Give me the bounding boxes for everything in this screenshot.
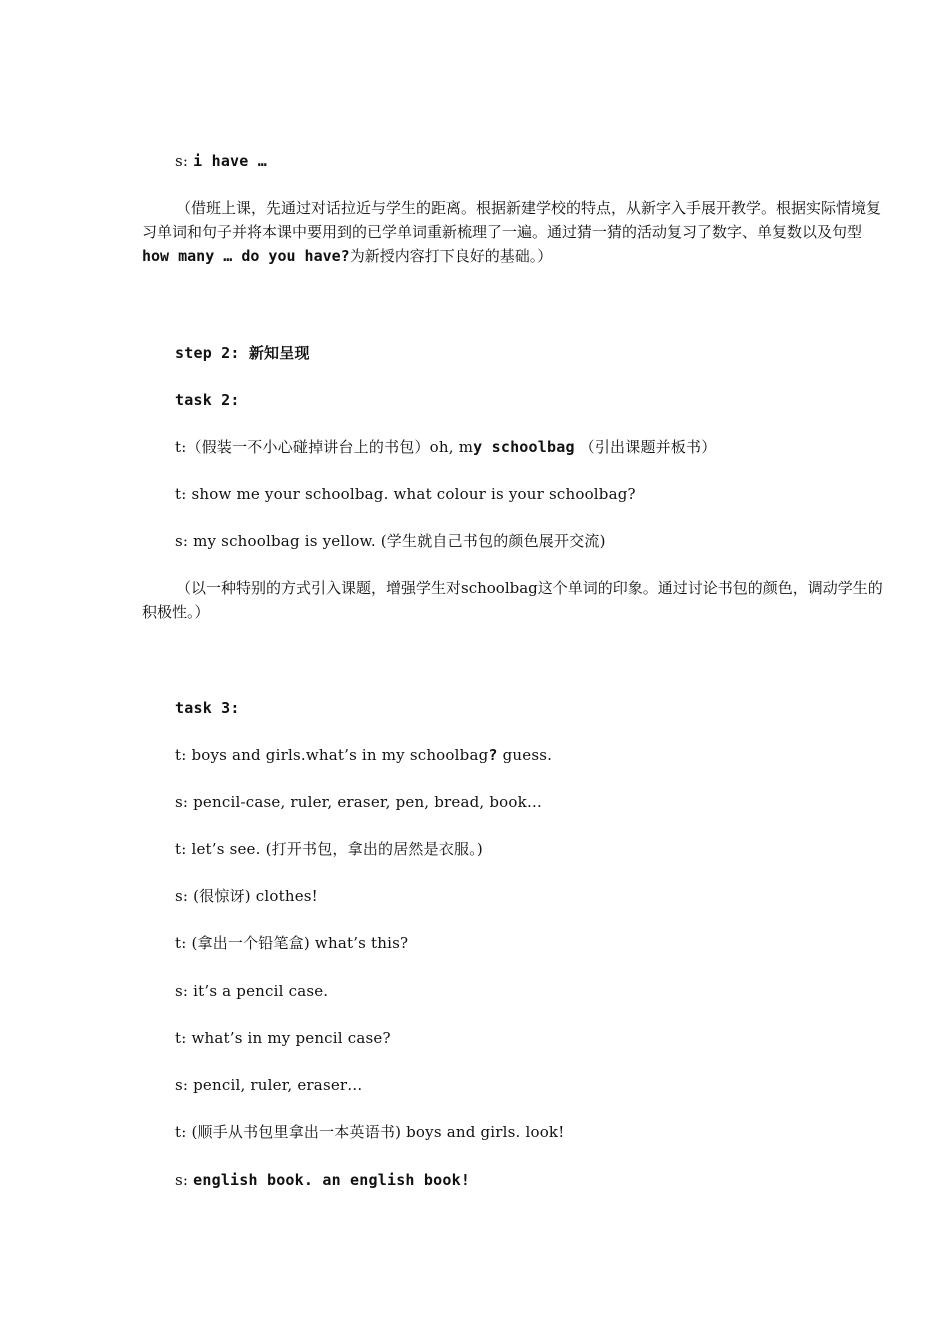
dialogue-text-end: （引出课题并板书） <box>574 438 717 456</box>
dialogue-line-t2: t: show me your schoolbag. what colour is your schoolbag? <box>175 485 636 503</box>
task-heading-3: task 3: <box>175 699 240 717</box>
commentary-paragraph-2: （以一种特别的方式引入课题，增强学生对schoolbag这个单词的印象。通过讨论书包的颜色，调动学生的积极性。） <box>142 579 883 621</box>
bold-text: ? <box>488 746 498 764</box>
dialogue-line-t4: t: let’s see. (打开书包，拿出的居然是衣服。) <box>175 840 483 858</box>
commentary-text: （借班上课，先通过对话拉近与学生的距离。根据新建学校的特点，从新字入手展开教学。根据实际情境复习单词和句子并将本课中要用到的已学单词重新梳理了一遍。通过猜一猜的活动复习了数字、单复数以及句型 <box>142 199 882 241</box>
bold-text: y schoolbag <box>473 438 575 456</box>
speaker-prefix: s: <box>175 152 189 170</box>
dialogue-line-s3: s: pencil-case, ruler, eraser, pen, bread, book… <box>175 793 543 811</box>
dialogue-line-s7 <box>175 1170 470 1190</box>
dialogue-text: t:（假装一不小心碰掉讲台上的书包）oh, m <box>175 438 474 456</box>
dialogue-line-s4: s: (很惊讶) clothes! <box>175 887 318 905</box>
dialogue-line-t5: t: (拿出一个铅笔盒) what’s this? <box>175 934 409 952</box>
speaker-prefix: s: <box>175 1171 189 1189</box>
dialogue-line-t7: t: (顺手从书包里拿出一本英语书) boys and girls. look! <box>175 1123 565 1141</box>
dialogue-text: t: boys and girls.what’s in my schoolbag <box>175 746 489 764</box>
commentary-text-end: 为新授内容打下良好的基础。） <box>349 247 553 265</box>
bold-text: english book. an english book! <box>193 1171 471 1189</box>
commentary-paragraph-1 <box>142 196 884 268</box>
dialogue-line-t6: t: what’s in my pencil case? <box>175 1029 391 1047</box>
dialogue-line-s-i-have <box>175 151 267 171</box>
dialogue-line-s2: s: my schoolbag is yellow. (学生就自己书包的颜色展开交流) <box>175 532 606 550</box>
dialogue-line-t1 <box>175 437 716 457</box>
bold-text: i have … <box>193 152 267 170</box>
task-heading-2: task 2: <box>175 391 240 409</box>
dialogue-text-end: guess. <box>497 746 553 764</box>
commentary-bold-text: how many … do you have? <box>142 247 350 265</box>
dialogue-line-s5: s: it’s a pencil case. <box>175 982 329 1000</box>
section-heading-step-2: step 2: 新知呈现 <box>175 344 310 362</box>
dialogue-line-t3 <box>175 745 552 765</box>
dialogue-line-s6: s: pencil, ruler, eraser… <box>175 1076 363 1094</box>
